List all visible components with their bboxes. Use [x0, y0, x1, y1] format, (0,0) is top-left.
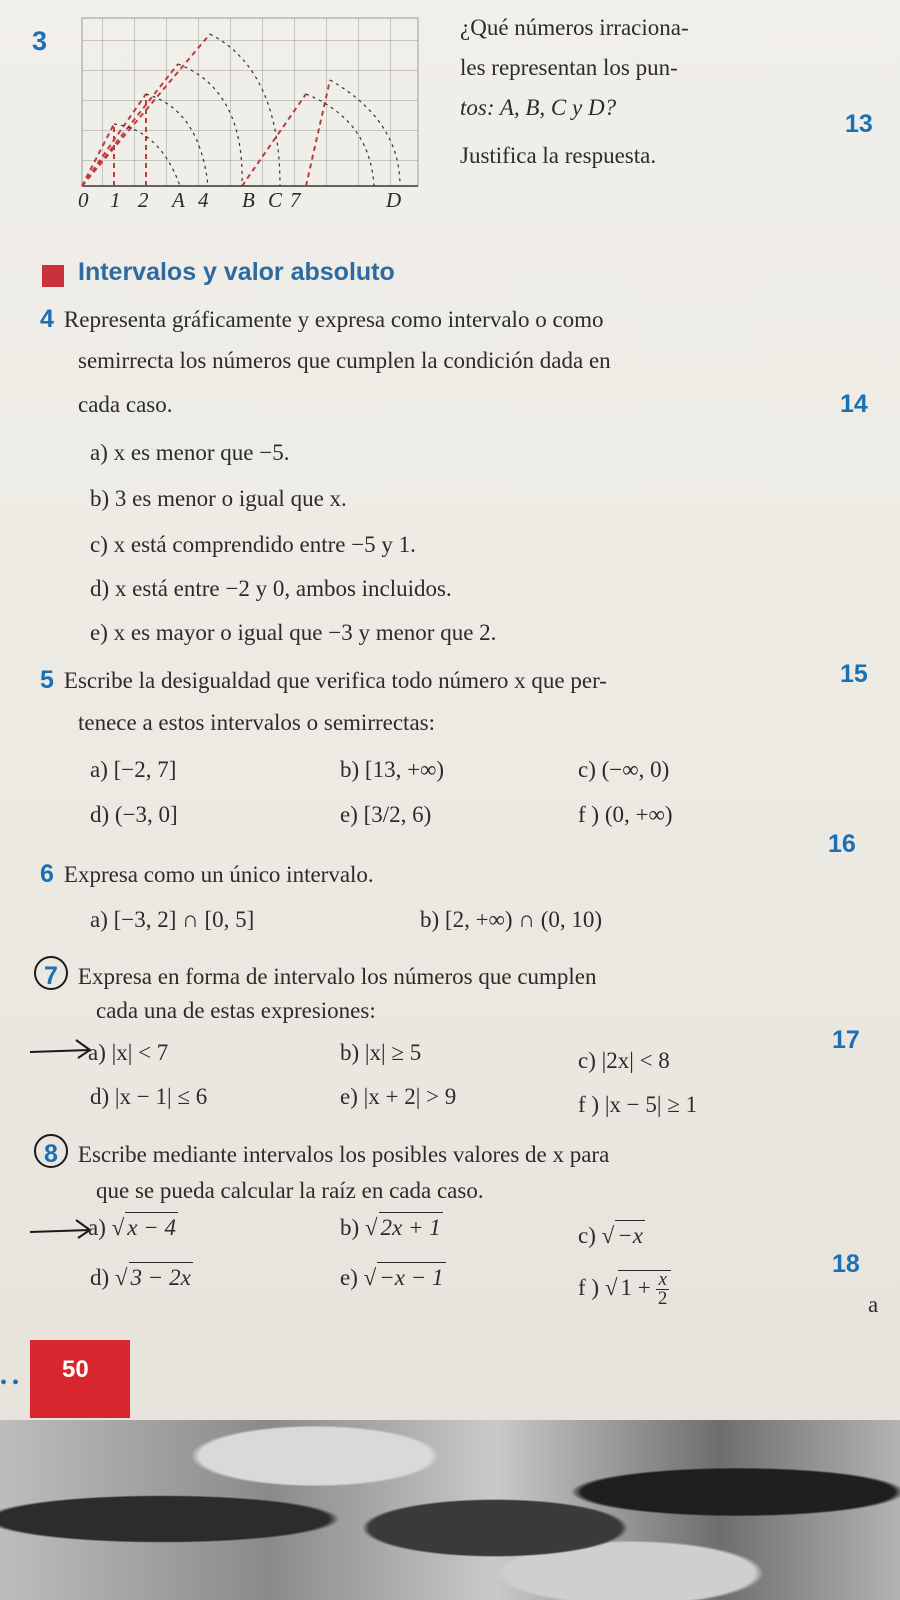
problem-7-item-c: c) |2x| < 8	[578, 1048, 670, 1073]
axis-label-c: C	[268, 188, 283, 212]
problem-7-item-b: b) |x| ≥ 5	[340, 1040, 422, 1065]
problem-7-item-d: d) |x − 1| ≤ 6	[90, 1084, 208, 1109]
fraction-denominator: 2	[657, 1288, 668, 1309]
problem-5-item-f: f ) (0, +∞)	[578, 802, 673, 827]
margin-number-13: 13	[845, 110, 873, 138]
problem-3-number: 3	[32, 26, 48, 56]
problem-3-question	[460, 8, 800, 176]
problem-7-item-a: a) |x| < 7	[88, 1040, 169, 1065]
radicand: 2x + 1	[379, 1212, 443, 1243]
problem-4-line: semirrecta los números que cumplen la condición dada en	[78, 348, 611, 373]
number-line-grid-figure	[70, 10, 430, 210]
grid-background	[82, 18, 418, 186]
problem-6	[40, 860, 374, 890]
radicand: −x − 1	[377, 1262, 445, 1293]
margin-number-15: 15	[840, 660, 868, 688]
radicand: x − 4	[125, 1212, 178, 1243]
item-label: b)	[340, 1215, 360, 1240]
problem-6-item-a: a) [−3, 2] ∩ [0, 5]	[90, 907, 255, 932]
problem-5-item-c: c) (−∞, 0)	[578, 757, 670, 782]
problem-4-line: cada caso.	[78, 392, 173, 417]
problem-8-number: 8	[44, 1140, 58, 1168]
axis-label-b: B	[242, 188, 255, 212]
margin-number-16: 16	[828, 830, 856, 858]
margin-letter: a	[868, 1292, 879, 1317]
problem-7-item-f: f ) |x − 5| ≥ 1	[578, 1092, 698, 1117]
item-label: a)	[88, 1215, 106, 1240]
problem-8-line: Escribe mediante intervalos los posibles valores de x para	[77, 1142, 610, 1167]
item-label: d)	[90, 1265, 110, 1290]
problem-6-line: Expresa como un único intervalo.	[63, 862, 374, 887]
problem-5-item-e: e) [3/2, 6)	[340, 802, 432, 827]
problem-4-item-a: a) x es menor que −5.	[90, 440, 290, 465]
margin-number-14: 14	[840, 390, 868, 418]
problem-5	[40, 666, 800, 696]
problem-6-number: 6	[40, 860, 54, 888]
section-marker	[42, 265, 64, 287]
problem-4	[40, 305, 800, 335]
problem-5-item-d: d) (−3, 0]	[90, 802, 178, 827]
problem-8-item-f: f ) √ 1 + $\frac{x}{2}$	[578, 1270, 671, 1308]
problem-8-item-c: c) √ −x	[578, 1220, 645, 1251]
problem-5-line: Escribe la desigualdad que verifica todo número x que per-	[63, 668, 607, 693]
problem-7	[40, 956, 800, 992]
item-label: e)	[340, 1265, 358, 1290]
page-number: 50	[62, 1356, 89, 1383]
item-label: f )	[578, 1274, 600, 1300]
margin-number-17: 17	[832, 1026, 860, 1054]
problem-8-item-b: b) √ 2x + 1	[340, 1212, 443, 1243]
problem-7-item-e: e) |x + 2| > 9	[340, 1084, 457, 1109]
problem-8-item-d: d) √ 3 − 2x	[90, 1262, 193, 1293]
problem-4-item-b: b) 3 es menor o igual que x.	[90, 486, 347, 511]
axis-label-0: 0	[78, 188, 89, 212]
problem-4-number: 4	[40, 305, 54, 333]
axis-label-d: D	[386, 188, 402, 212]
problem-7-line: Expresa en forma de intervalo los números que cumplen	[77, 964, 597, 989]
problem-4-line: Representa gráficamente y expresa como intervalo o como	[63, 307, 604, 332]
problem-8-item-e: e) √ −x − 1	[340, 1262, 446, 1293]
problem-3-line: ¿Qué números irraciona-	[460, 15, 689, 40]
problem-7-line: cada una de estas expresiones:	[96, 998, 376, 1023]
radicand: 3 − 2x	[129, 1262, 193, 1293]
axis-label-1: 1	[110, 188, 121, 212]
fraction-numerator: x	[658, 1269, 667, 1290]
problem-4-item-d: d) x está entre −2 y 0, ambos incluidos.	[90, 576, 452, 601]
problem-3-line: les representan los pun-	[460, 55, 678, 80]
background-fabric	[0, 1420, 900, 1600]
axis-label-4: 4	[198, 188, 209, 212]
radicand-prefix: 1 +	[620, 1274, 651, 1300]
axis-label-7: 7	[290, 188, 301, 212]
problem-7-number: 7	[44, 962, 58, 990]
section-title: Intervalos y valor absoluto	[78, 258, 395, 286]
problem-5-item-a: a) [−2, 7]	[90, 757, 177, 782]
problem-4-item-c: c) x está comprendido entre −5 y 1.	[90, 532, 416, 557]
problem-5-line: tenece a estos intervalos o semirrectas:	[78, 710, 435, 735]
axis-labels	[68, 185, 428, 215]
problem-6-item-b: b) [2, +∞) ∩ (0, 10)	[420, 907, 603, 932]
problem-5-item-b: b) [13, +∞)	[340, 757, 445, 782]
item-label: c)	[578, 1223, 596, 1248]
problem-3-line: Justifica la respuesta.	[460, 143, 657, 168]
problem-8-item-a: a) √ x − 4	[88, 1212, 178, 1243]
fraction	[656, 1271, 668, 1308]
problem-3-line: tos: A, B, C y D?	[460, 95, 617, 120]
problem-8	[40, 1134, 820, 1170]
problem-4-item-e: e) x es mayor o igual que −3 y menor que 2.	[90, 620, 497, 645]
page-number-tab	[30, 1340, 130, 1418]
problem-5-number: 5	[40, 666, 54, 694]
margin-number-18: 18	[832, 1250, 860, 1278]
radicand: −x	[615, 1220, 645, 1251]
problem-8-line: que se pueda calcular la raíz en cada caso.	[96, 1178, 484, 1203]
radicand-f	[618, 1270, 670, 1308]
axis-label-a: A	[172, 188, 185, 212]
axis-label-2: 2	[138, 188, 149, 212]
footer-dots: • •	[0, 1372, 20, 1394]
